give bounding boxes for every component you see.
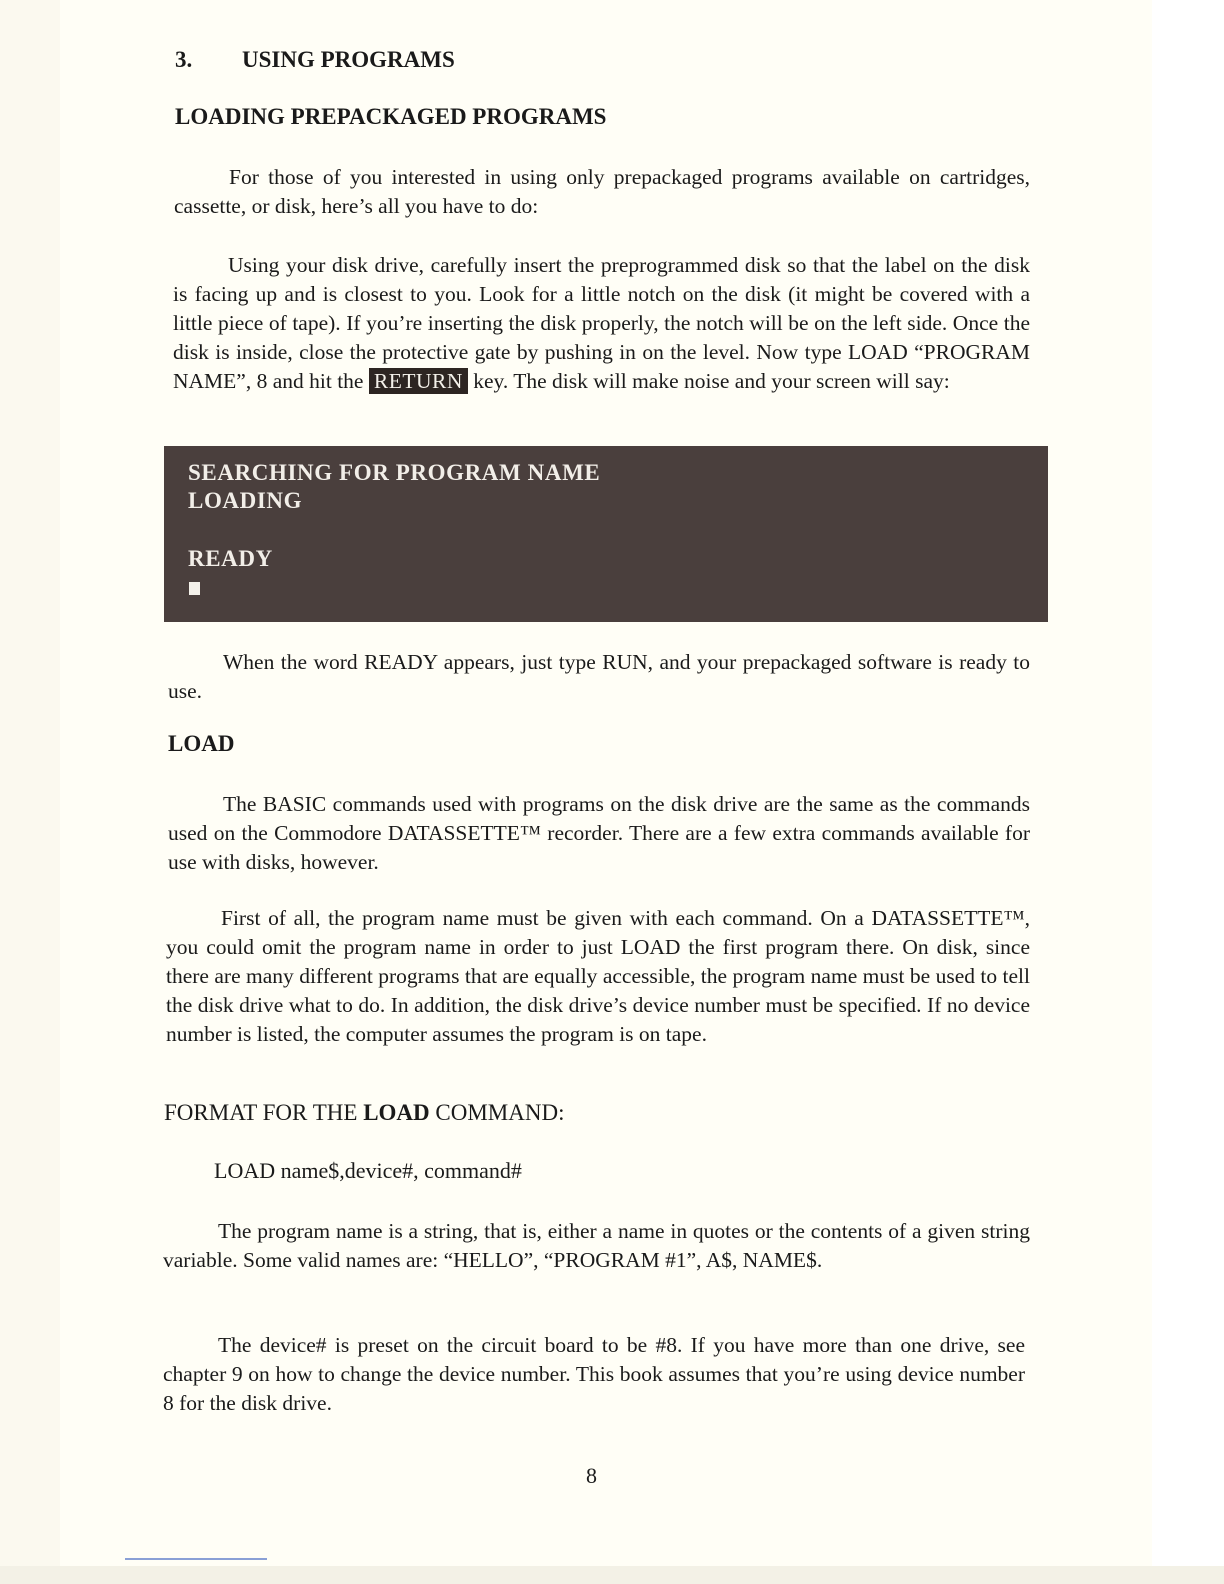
insert-disk-text: Using your disk drive, carefully insert the preprogrammed disk so that the label on the disk is facing up and is closest to you. Look for a little notch on the disk (it might be covered with a little piece of tape). If you’re inserting the disk properly, the notch will be on the left side. Once the disk is inside, close the protective gate by pushing in on the level. Now type LOAD “PROGRAM NAME”, 8 and hit the [173,253,1030,393]
page-margin-bottom [0,1566,1224,1584]
section-number: 3. [175,47,193,72]
page-margin-right [1152,0,1224,1584]
paragraph-string-names: The program name is a string, that is, either a name in quotes or the contents of a given string variable. Some valid names are: “HELLO”, “PROGRAM #1”, A$, NAME$. [163,1219,1030,1272]
screen-line-loading: LOADING [188,488,303,513]
page-number: 8 [586,1463,597,1488]
insert-disk-text-end: key. The disk will make noise and your screen will say: [473,369,950,393]
section-heading [175,47,455,73]
screen-output-box [164,446,1048,622]
scan-link-mark [125,1558,267,1560]
heading-format-prefix: FORMAT FOR THE [164,1100,364,1125]
paragraph-insert-disk [173,251,1030,396]
screen-line-ready: READY [188,546,273,571]
paragraph-program-name: First of all, the program name must be given with each command. On a DATASSETTE™, you could omit the program name in order to just LOAD the first program there. On disk, since there are many different programs that are equally accessible, the program name must be used to tell the disk drive what to do. In addition, the disk drive’s device number must be specified. If no device number is listed, the computer assumes the program is on tape. [166,906,1030,1046]
return-key: RETURN [369,368,468,394]
code-load-syntax: LOAD name$,device#, command# [214,1158,522,1183]
heading-format-load [164,1100,564,1126]
heading-load: LOAD [168,731,235,756]
heading-format-bold: LOAD [363,1100,430,1125]
cursor-block-icon [189,582,200,595]
paragraph-device-number: The device# is preset on the circuit board to be #8. If you have more than one drive, see chapter 9 on how to change the device number. This book assumes that you’re using device number 8 for the disk drive. [163,1333,1025,1415]
screen-line-searching: SEARCHING FOR PROGRAM NAME [188,460,601,485]
paragraph-basic-commands: The BASIC commands used with programs on the disk drive are the same as the commands used on the Commodore DATASSETTE™ recorder. There are a few extra commands available for use with disks, however. [168,792,1030,874]
section-title: USING PROGRAMS [242,47,455,72]
heading-format-suffix: COMMAND: [429,1100,565,1125]
heading-loading-prepackaged: LOADING PREPACKAGED PROGRAMS [175,104,607,129]
paragraph-intro: For those of you interested in using only prepackaged programs available on cartridges, cassette, or disk, here’s all you have to do: [174,165,1030,218]
paragraph-ready: When the word READY appears, just type RUN, and your prepackaged software is ready to use. [168,650,1030,703]
